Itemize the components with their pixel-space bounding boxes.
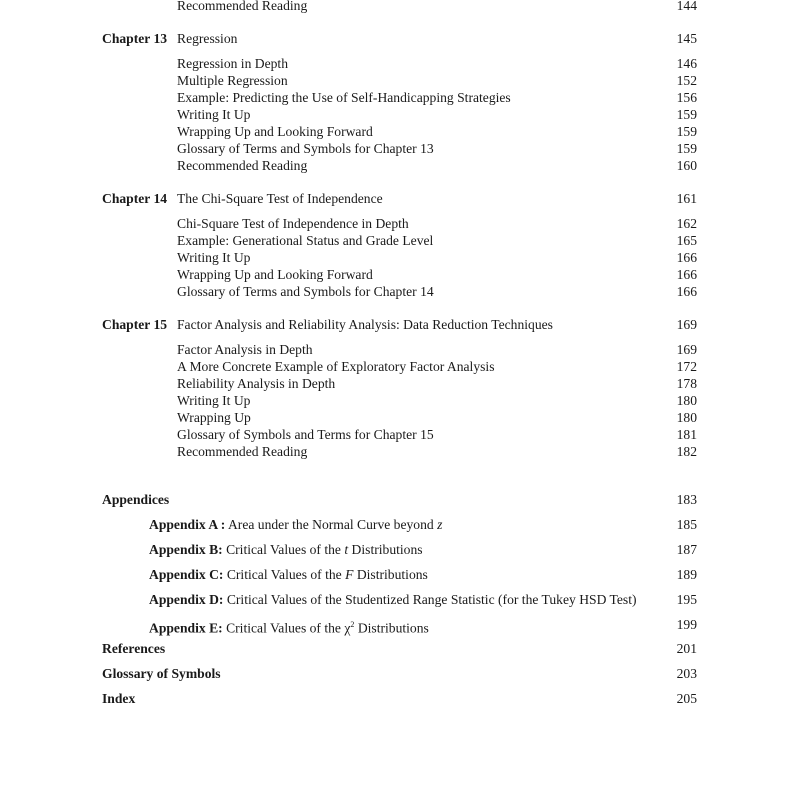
page-number: 182 <box>676 444 697 459</box>
appendices-title: Appendices <box>102 492 170 507</box>
section-title: Wrapping Up and Looking Forward <box>177 267 373 282</box>
toc-entry <box>0 232 800 249</box>
toc-entry <box>0 55 800 72</box>
appendix-text <box>149 541 423 558</box>
page-number: 169 <box>676 317 697 332</box>
back-matter-title: Glossary of Symbols <box>102 666 221 681</box>
page-number: 185 <box>676 517 697 532</box>
appendix-label: Appendix B: <box>149 542 223 557</box>
appendices-heading <box>0 491 800 508</box>
page-number: 159 <box>676 124 697 139</box>
appendix-symbol: t <box>344 542 349 557</box>
section-title: Factor Analysis in Depth <box>177 342 313 357</box>
page-number: 203 <box>676 666 697 681</box>
section-title: Writing It Up <box>177 107 251 122</box>
page-number: 199 <box>676 617 697 632</box>
appendix-label: Appendix E: <box>149 620 223 636</box>
toc-entry <box>0 443 800 460</box>
appendix-label: Appendix C: <box>149 567 224 582</box>
page-number: 169 <box>676 342 697 357</box>
appendix-symbol: F <box>345 567 354 582</box>
chapter-heading <box>0 316 800 333</box>
section-title: A More Concrete Example of Exploratory Factor Analysis <box>177 359 495 374</box>
section-title: Wrapping Up <box>177 410 251 425</box>
toc-entry <box>0 375 800 392</box>
page-number: 160 <box>676 158 697 173</box>
section-title: Writing It Up <box>177 250 251 265</box>
page-number: 201 <box>676 641 697 656</box>
page-number: 187 <box>676 542 697 557</box>
appendix-label: Appendix A : <box>149 517 226 532</box>
chapter-title: Factor Analysis and Reliability Analysis: Data Reduction Techniques <box>177 317 553 332</box>
back-matter-entry <box>0 690 800 707</box>
toc-entry <box>0 215 800 232</box>
page-number: 189 <box>676 567 697 582</box>
section-title: Glossary of Terms and Symbols for Chapter 14 <box>177 284 434 299</box>
chapter-title: Regression <box>177 31 238 46</box>
page-number: 162 <box>676 216 697 231</box>
appendix-title-end: Distributions <box>353 567 428 582</box>
page-number: 156 <box>676 90 697 105</box>
appendix-title: Area under the Normal Curve beyond <box>227 517 438 532</box>
section-title: Recommended Reading <box>177 158 308 173</box>
section-title: Multiple Regression <box>177 73 288 88</box>
section-title: Reliability Analysis in Depth <box>177 376 336 391</box>
page-number: 205 <box>676 691 697 706</box>
page-number: 166 <box>676 250 697 265</box>
appendix-entry <box>0 616 800 636</box>
back-matter-title: References <box>102 641 166 656</box>
page-number: 195 <box>676 592 697 607</box>
page-number: 178 <box>676 376 697 391</box>
page-number: 146 <box>676 56 697 71</box>
appendix-title: Critical Values of the <box>226 620 345 636</box>
page-number: 159 <box>676 141 697 156</box>
page-number: 145 <box>676 31 697 46</box>
chapter-number: Chapter 13 <box>102 31 168 46</box>
toc-entry <box>0 140 800 157</box>
appendix-title: Critical Values of the <box>226 542 345 557</box>
toc-entry <box>0 409 800 426</box>
chapter-title: The Chi-Square Test of Independence <box>177 191 383 206</box>
section-title: Recommended Reading <box>177 0 308 13</box>
chi-symbol: χ <box>344 620 351 636</box>
toc-entry <box>0 157 800 174</box>
section-title: Chi-Square Test of Independence in Depth <box>177 216 409 231</box>
appendix-entry <box>0 591 800 608</box>
page-number: 180 <box>676 410 697 425</box>
back-matter-entry <box>0 640 800 657</box>
page-number: 183 <box>676 492 697 507</box>
toc-entry <box>0 426 800 443</box>
superscript: 2 <box>350 620 355 629</box>
toc-entry <box>0 341 800 358</box>
section-title: Regression in Depth <box>177 56 289 71</box>
section-title: Wrapping Up and Looking Forward <box>177 124 373 139</box>
section-title: Example: Generational Status and Grade Level <box>177 233 434 248</box>
appendix-title-end: Distributions <box>348 542 423 557</box>
back-matter-entry <box>0 665 800 682</box>
appendix-entry <box>0 516 800 533</box>
toc-entry <box>0 249 800 266</box>
page-number: 152 <box>676 73 697 88</box>
page-number: 165 <box>676 233 697 248</box>
toc-entry <box>0 123 800 140</box>
page-number: 172 <box>676 359 697 374</box>
appendix-text <box>149 616 429 637</box>
appendix-title: Critical Values of the Studentized Range Statistic (for the Tukey HSD Test) <box>226 592 637 607</box>
page-number: 181 <box>676 427 697 442</box>
page-number: 159 <box>676 107 697 122</box>
page-number: 166 <box>676 284 697 299</box>
toc-entry <box>0 358 800 375</box>
appendix-entry <box>0 566 800 583</box>
toc-entry <box>0 106 800 123</box>
section-title: Glossary of Terms and Symbols for Chapter 13 <box>177 141 434 156</box>
section-title: Example: Predicting the Use of Self-Handicapping Strategies <box>177 90 511 105</box>
toc-entry <box>0 89 800 106</box>
appendix-entry <box>0 541 800 558</box>
toc-entry <box>0 283 800 300</box>
chapter-heading <box>0 30 800 47</box>
back-matter-title: Index <box>102 691 136 706</box>
page-number: 161 <box>676 191 697 206</box>
chapter-heading <box>0 190 800 207</box>
appendix-label: Appendix D: <box>149 592 224 607</box>
toc-entry <box>0 266 800 283</box>
toc-entry <box>0 72 800 89</box>
page-number: 166 <box>676 267 697 282</box>
appendix-title-end: Distributions <box>354 620 429 636</box>
appendix-text <box>149 566 428 583</box>
toc-entry <box>0 392 800 409</box>
chapter-number: Chapter 14 <box>102 191 168 206</box>
appendix-text <box>149 591 637 608</box>
toc-entry <box>0 0 800 14</box>
section-title: Glossary of Symbols and Terms for Chapter 15 <box>177 427 434 442</box>
appendix-title: Critical Values of the <box>226 567 346 582</box>
appendix-text <box>149 516 442 533</box>
page-number: 180 <box>676 393 697 408</box>
chapter-number: Chapter 15 <box>102 317 168 332</box>
appendix-symbol: z <box>437 517 443 532</box>
page-number: 144 <box>676 0 697 13</box>
section-title: Writing It Up <box>177 393 251 408</box>
section-title: Recommended Reading <box>177 444 308 459</box>
